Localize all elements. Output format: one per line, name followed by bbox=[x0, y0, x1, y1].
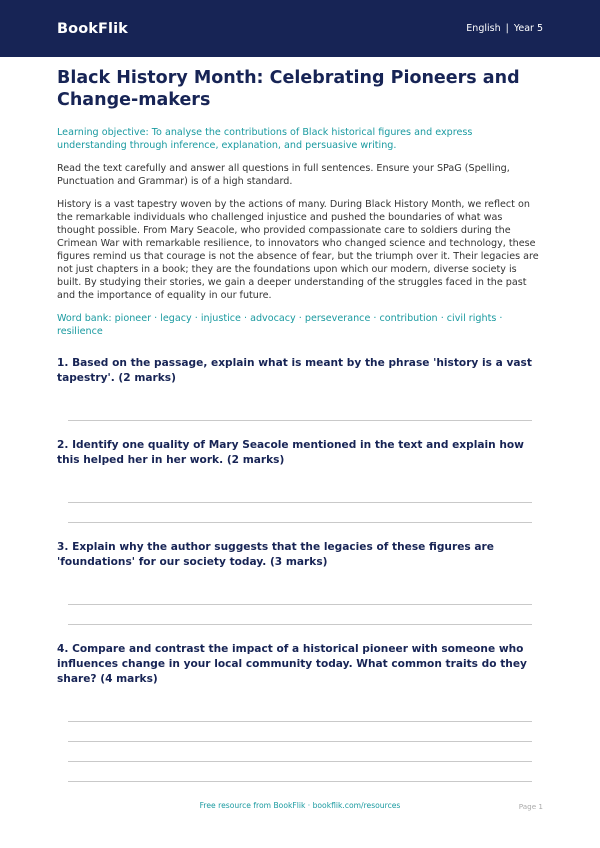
instructions-text: Read the text carefully and answer all questions in full sentences. Ensure your SPaG (Spelling, Punctuation and Grammar) is of a high standard. bbox=[57, 163, 510, 187]
reading-passage: History is a vast tapestry woven by the actions of many. During Black History Month, we reflect on the remarkable individuals who challenged injustice and pushed the boundaries of what was thought possible. From Mary Seacole, who provided compassionate care to soldiers during the Crimean War with remarkable resilience, to innovators who changed science and technology, these figures remind us that courage is not the absence of fear, but the triumph over it. Their legacies are not just chapters in a book; they are the foundations upon which our modern, diverse society is built. By studying their stories, we gain a deeper understanding of the struggles faced in the past and the importance of equality in our future. bbox=[57, 199, 539, 301]
word-bank: Word bank: pioneer · legacy · injustice · advocacy · perseverance · contribution · civil rights · resilience bbox=[57, 313, 503, 337]
meta-separator: | bbox=[505, 23, 509, 34]
worksheet-body bbox=[57, 67, 543, 782]
question-text: 4. Compare and contrast the impact of a historical pioneer with someone who influences change in your local community today. What common traits do they share? (4 marks) bbox=[57, 643, 527, 685]
learning-objective: Learning objective: To analyse the contributions of Black historical figures and express understanding through inference, explanation, and persuasive writing. bbox=[57, 127, 473, 151]
page-number: Page 1 bbox=[518, 802, 543, 811]
question-text: 1. Based on the passage, explain what is meant by the phrase 'history is a vast tapestry'. (2 marks) bbox=[57, 357, 532, 384]
answer-line[interactable] bbox=[68, 468, 532, 503]
question-1 bbox=[57, 356, 543, 421]
top-banner bbox=[0, 0, 600, 57]
answer-lines[interactable] bbox=[68, 570, 532, 625]
answer-lines[interactable] bbox=[68, 386, 532, 421]
answer-line[interactable] bbox=[68, 742, 532, 762]
answer-line[interactable] bbox=[68, 605, 532, 625]
year-label: Year 5 bbox=[513, 23, 543, 34]
subject-year-meta bbox=[466, 23, 543, 34]
answer-line[interactable] bbox=[68, 503, 532, 523]
answer-lines[interactable] bbox=[68, 468, 532, 523]
question-3 bbox=[57, 540, 543, 625]
answer-line[interactable] bbox=[68, 722, 532, 742]
question-2 bbox=[57, 438, 543, 523]
answer-line[interactable] bbox=[68, 762, 532, 782]
question-4 bbox=[57, 642, 543, 782]
subject-label: English bbox=[466, 23, 501, 34]
worksheet-title: Black History Month: Celebrating Pioneers and Change-makers bbox=[57, 68, 520, 110]
brand-logo-text: BookFlik bbox=[57, 20, 128, 37]
answer-line[interactable] bbox=[68, 386, 532, 421]
footer-credit: Free resource from BookFlik · bookflik.com/resources bbox=[199, 801, 401, 810]
answer-line[interactable] bbox=[68, 570, 532, 605]
question-text: 2. Identify one quality of Mary Seacole mentioned in the text and explain how this helped her in her work. (2 marks) bbox=[57, 439, 524, 466]
answer-lines[interactable] bbox=[68, 687, 532, 782]
question-text: 3. Explain why the author suggests that the legacies of these figures are 'foundations' for our society today. (3 marks) bbox=[57, 541, 494, 568]
answer-line[interactable] bbox=[68, 687, 532, 722]
